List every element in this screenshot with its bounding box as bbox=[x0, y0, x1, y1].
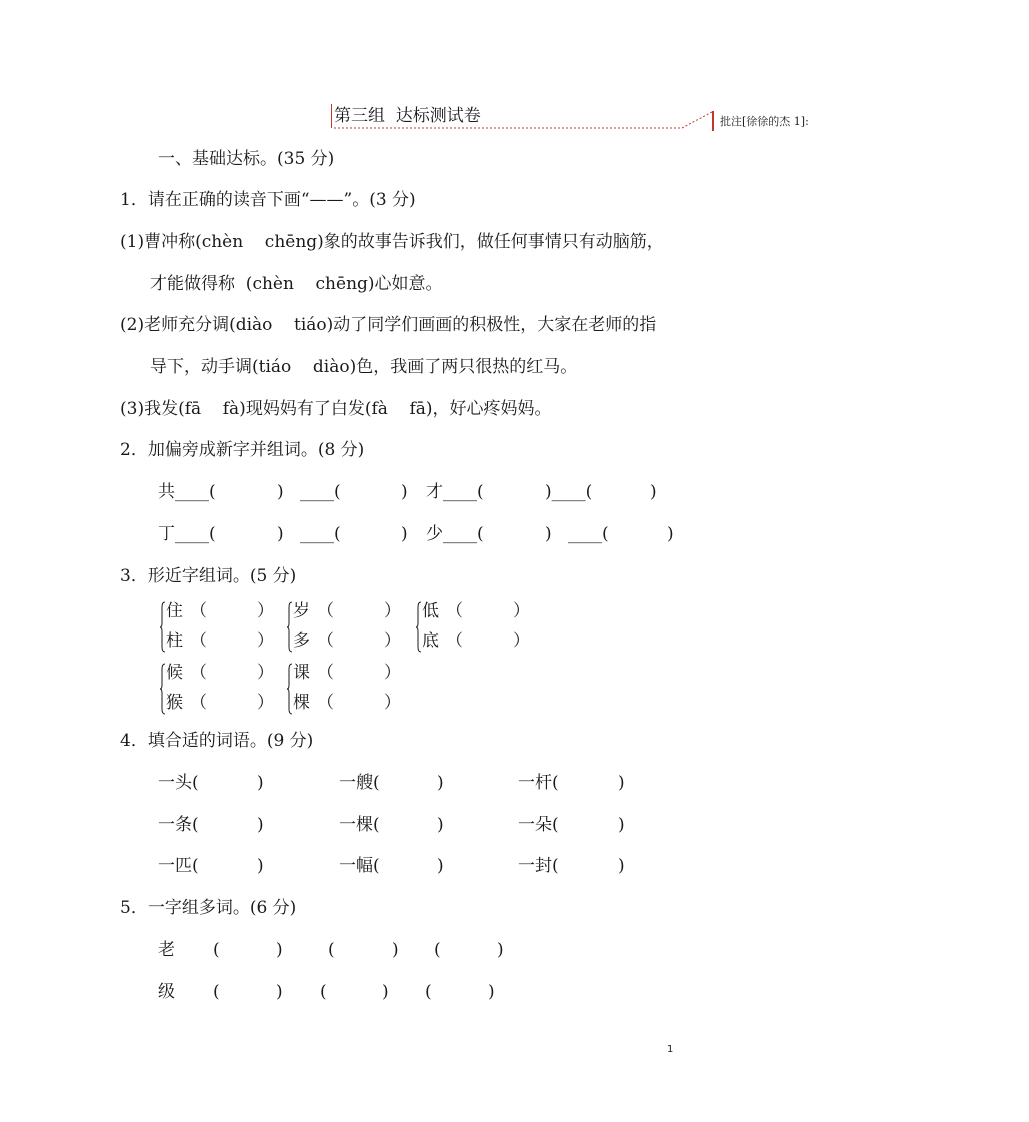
q2-r2-e: 少____( bbox=[426, 524, 484, 544]
q4-heading: 4．填合适的词语。(9 分) bbox=[120, 731, 314, 751]
q5-open: ( bbox=[328, 940, 335, 960]
q3-open: （ bbox=[190, 601, 207, 621]
page-title: 第三组 达标测试卷 bbox=[334, 106, 481, 126]
q4-close: ) bbox=[257, 773, 264, 793]
q3-close: ） bbox=[257, 631, 274, 651]
q2-r2-b: ) bbox=[277, 524, 284, 544]
q3-char: 岁 bbox=[293, 601, 310, 621]
q3-char: 住 bbox=[166, 601, 183, 621]
q3-close: ） bbox=[384, 631, 401, 651]
q4-item: 一条( bbox=[158, 815, 199, 835]
q1-line-5: (3)我发(fā fà)现妈妈有了白发(fà fā)，好心疼妈妈。 bbox=[120, 399, 552, 419]
q3-close: ） bbox=[257, 693, 274, 713]
q3-char: 柱 bbox=[166, 631, 183, 651]
q3-open: （ bbox=[317, 631, 334, 651]
review-comment[interactable]: 批注[徐徐的杰 1]: bbox=[720, 115, 809, 128]
q3-char: 底 bbox=[422, 631, 439, 651]
q3-open: （ bbox=[190, 693, 207, 713]
q4-item: 一幅( bbox=[339, 856, 380, 876]
q5-close: ) bbox=[276, 940, 283, 960]
q4-close: ) bbox=[437, 773, 444, 793]
q2-r1-a: 共____( bbox=[158, 482, 216, 502]
q2-r1-b: ) bbox=[277, 482, 284, 502]
q4-item: 一艘( bbox=[339, 773, 380, 793]
q2-r2-c: ____( bbox=[300, 524, 341, 544]
q3-char: 候 bbox=[166, 663, 183, 683]
q4-item: 一杆( bbox=[518, 773, 559, 793]
q3-char: 课 bbox=[293, 663, 310, 683]
q3-open: （ bbox=[317, 663, 334, 683]
page-number: 1 bbox=[667, 1044, 674, 1055]
q3-open: （ bbox=[317, 601, 334, 621]
q4-item: 一棵( bbox=[339, 815, 380, 835]
q3-close: ） bbox=[513, 601, 530, 621]
q3-char: 多 bbox=[293, 631, 310, 651]
q4-close: ) bbox=[437, 856, 444, 876]
q3-char: 低 bbox=[422, 601, 439, 621]
q2-r1-d: ) bbox=[401, 482, 408, 502]
q4-item: 一匹( bbox=[158, 856, 199, 876]
q3-close: ） bbox=[513, 631, 530, 651]
q2-r1-f: )____( bbox=[545, 482, 593, 502]
q4-item: 一头( bbox=[158, 773, 199, 793]
q5-close: ) bbox=[497, 940, 504, 960]
q5-open: ( bbox=[320, 982, 327, 1002]
q3-open: （ bbox=[317, 693, 334, 713]
q2-r1-e: 才____( bbox=[426, 482, 484, 502]
q5-close: ) bbox=[488, 982, 495, 1002]
q2-r2-d: ) bbox=[401, 524, 408, 544]
q4-close: ) bbox=[257, 815, 264, 835]
q3-open: （ bbox=[190, 631, 207, 651]
q2-r2-g: ____( bbox=[568, 524, 609, 544]
q4-close: ) bbox=[257, 856, 264, 876]
q2-heading: 2．加偏旁成新字并组词。(8 分) bbox=[120, 440, 365, 460]
q2-r2-h: ) bbox=[667, 524, 674, 544]
q5-open: ( bbox=[213, 940, 220, 960]
q5-close: ) bbox=[382, 982, 389, 1002]
q3-open: （ bbox=[446, 631, 463, 651]
q5-char: 级 bbox=[158, 982, 175, 1002]
q1-line-1: (1)曹冲称(chèn chēng)象的故事告诉我们，做任何事情只有动脑筋， bbox=[120, 232, 664, 252]
q2-r1-g: ) bbox=[650, 482, 657, 502]
q5-open: ( bbox=[425, 982, 432, 1002]
q3-close: ） bbox=[257, 601, 274, 621]
q2-r2-f: ) bbox=[545, 524, 552, 544]
q3-close: ） bbox=[384, 663, 401, 683]
q5-open: ( bbox=[213, 982, 220, 1002]
q5-char: 老 bbox=[158, 940, 175, 960]
q2-r1-c: ____( bbox=[300, 482, 341, 502]
q3-close: ） bbox=[384, 693, 401, 713]
comment-connector bbox=[0, 0, 1029, 140]
q1-heading: 1．请在正确的读音下画“——”。(3 分) bbox=[120, 190, 416, 210]
q4-close: ) bbox=[618, 856, 625, 876]
q5-heading: 5．一字组多词。(6 分) bbox=[120, 898, 297, 918]
q5-open: ( bbox=[434, 940, 441, 960]
section-heading: 一、基础达标。(35 分) bbox=[158, 149, 335, 169]
q3-heading: 3．形近字组词。(5 分) bbox=[120, 566, 297, 586]
q4-item: 一封( bbox=[518, 856, 559, 876]
q5-close: ) bbox=[276, 982, 283, 1002]
q3-open: （ bbox=[190, 663, 207, 683]
q3-open: （ bbox=[446, 601, 463, 621]
q4-close: ) bbox=[437, 815, 444, 835]
q3-close: ） bbox=[257, 663, 274, 683]
q3-char: 棵 bbox=[293, 693, 310, 713]
q1-line-2: 才能做得称 (chèn chēng)心如意。 bbox=[150, 274, 443, 294]
q1-line-4: 导下，动手调(tiáo diào)色，我画了两只很热的红马。 bbox=[150, 357, 578, 377]
q4-item: 一朵( bbox=[518, 815, 559, 835]
q1-line-3: (2)老师充分调(diào tiáo)动了同学们画画的积极性，大家在老师的指 bbox=[120, 315, 657, 335]
q5-close: ) bbox=[392, 940, 399, 960]
q4-close: ) bbox=[618, 773, 625, 793]
q2-r2-a: 丁____( bbox=[158, 524, 216, 544]
comment-marker bbox=[712, 111, 714, 131]
q3-close: ） bbox=[384, 601, 401, 621]
q4-close: ) bbox=[618, 815, 625, 835]
q3-char: 猴 bbox=[166, 693, 183, 713]
